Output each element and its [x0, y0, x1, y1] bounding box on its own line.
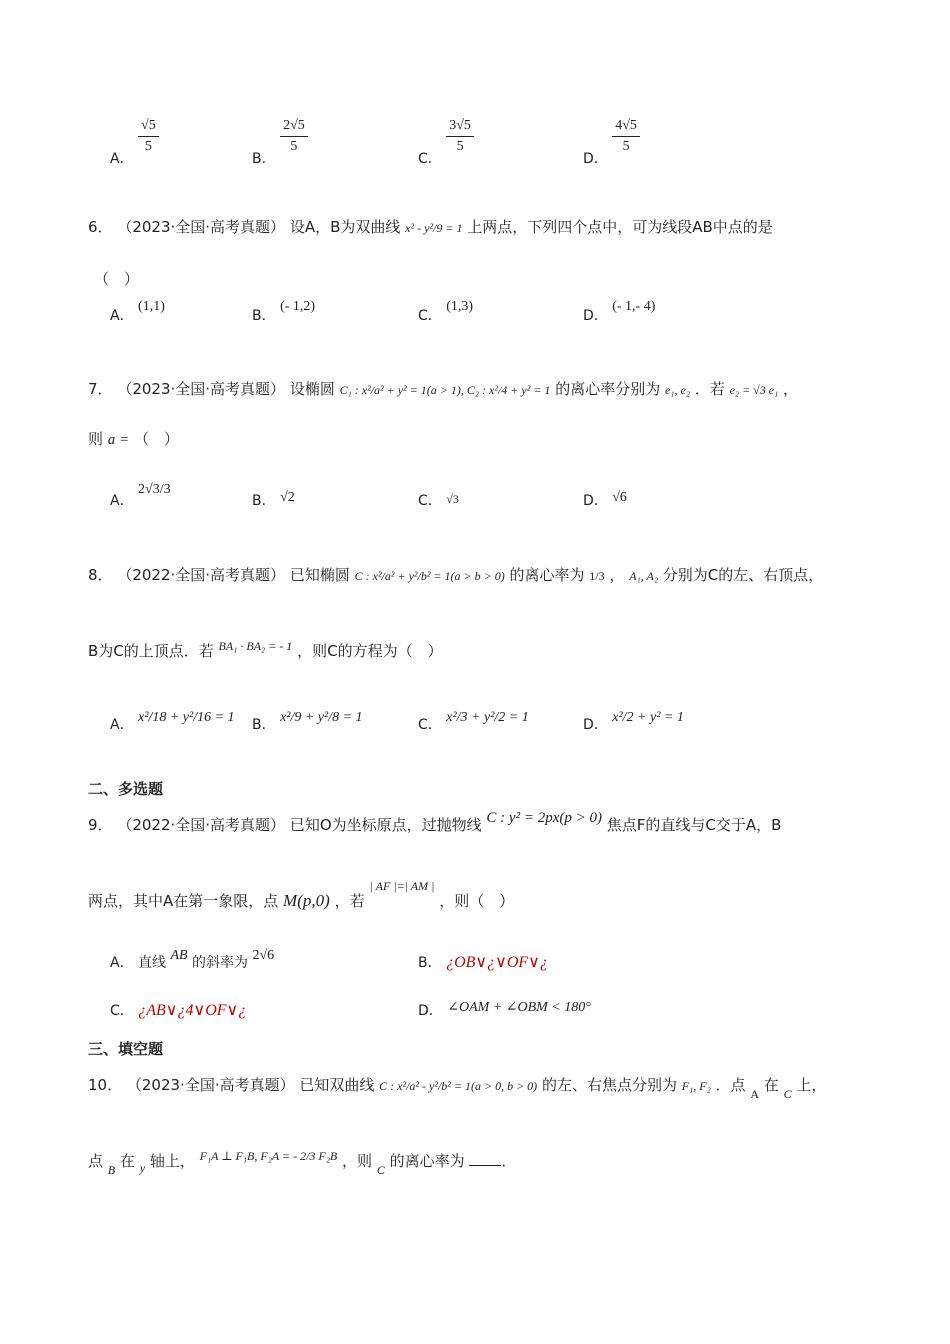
ellipse-formula: C₁ : x²/a² + y² = 1(a > 1), C₂ : x²/4 + y² = 1: [339, 383, 551, 397]
q8-option-d[interactable]: [583, 710, 684, 734]
q9-option-c[interactable]: [110, 1000, 246, 1020]
option-value: x²/3 + y²/2 = 1: [446, 710, 529, 725]
option-label: B．: [252, 150, 276, 167]
option-value: x²/9 + y²/8 = 1: [280, 710, 363, 725]
stem-text: 的离心率为: [509, 566, 585, 584]
option-value: (1,3): [446, 299, 474, 314]
option-value: √2: [280, 490, 295, 505]
curve-c: C: [783, 1087, 792, 1101]
q8-option-a[interactable]: [110, 710, 235, 734]
q8-option-b[interactable]: [252, 710, 363, 734]
stem-text: 上两点，下列四个点中，可为线段AB中点的是: [467, 218, 773, 236]
dot-product-formula: BA₁ · BA₂ = - 1: [218, 639, 293, 653]
parabola-formula: C : y² = 2px(p > 0): [486, 810, 602, 826]
question-number: 8．: [88, 566, 113, 584]
variable-a: a =: [107, 432, 130, 448]
option-label: A．: [110, 955, 134, 971]
stem-text: ，则: [342, 1152, 373, 1170]
eccentricity-symbols: e₁, e₂: [665, 383, 690, 397]
eccentricity-value: 1/3: [589, 569, 605, 583]
stem-text: 在: [763, 1076, 779, 1094]
option-text: 的斜率为: [192, 955, 249, 971]
question-source: （2022·全国·高考真题）: [117, 566, 286, 584]
option-value: (- 1,- 4): [612, 299, 656, 314]
q7-stem-line2: [88, 428, 179, 449]
stem-text: 轴上，: [149, 1152, 195, 1170]
question-number: 6．: [88, 218, 113, 236]
option-value: x²/18 + y²/16 = 1: [138, 710, 235, 725]
point-a: A: [750, 1087, 760, 1101]
stem-text: ，则（ ）: [439, 892, 515, 910]
q6-option-d[interactable]: [583, 299, 656, 325]
stem-text: 设椭圆: [289, 380, 335, 398]
stem-text: ，则C的方程为（ ）: [297, 642, 443, 660]
vector-condition: F₁A ⊥ F₁B, F₂A = - 2/3 F₂B: [199, 1149, 338, 1163]
option-label: C．: [418, 150, 442, 167]
option-label: B．: [252, 308, 276, 324]
stem-text: ．: [501, 1152, 517, 1170]
q9-stem: [88, 810, 782, 835]
question-number: 10．: [88, 1076, 123, 1094]
ellipse-formula: C : x²/a² + y²/b² = 1(a > b > 0): [354, 569, 505, 583]
slope-value: 2√6: [252, 948, 275, 963]
option-label: A．: [110, 308, 134, 324]
q10-stem-line2: [88, 1149, 517, 1177]
stem-text: 上，: [796, 1076, 827, 1094]
q7-option-b[interactable]: [252, 490, 295, 510]
q5-option-c[interactable]: [418, 116, 474, 167]
option-label: D．: [583, 493, 608, 509]
stem-text: （ ）: [133, 430, 179, 448]
stem-text: 的离心率分别为: [555, 380, 661, 398]
point-m-formula: M(p,0): [283, 891, 330, 910]
stem-text: 已知O为坐标原点，过抛物线: [289, 816, 482, 834]
option-label: A．: [110, 717, 134, 733]
option-value: ∠OAM + ∠OBM < 180°: [447, 1000, 591, 1015]
stem-text: ，: [609, 566, 625, 584]
axis-y: y: [139, 1161, 146, 1175]
answer-blank[interactable]: [469, 1165, 501, 1166]
q6-stem: [88, 216, 773, 237]
q8-stem-line2: [88, 640, 443, 661]
stem-text: ，: [783, 380, 799, 398]
q9-option-b[interactable]: [418, 952, 548, 972]
stem-text: 在: [119, 1152, 135, 1170]
q8-stem: [88, 564, 823, 585]
point-b: B: [107, 1163, 116, 1177]
q6-option-a[interactable]: [110, 299, 165, 325]
stem-text: 已知椭圆: [289, 566, 350, 584]
section-heading-multiple-choice: 二、多选题: [88, 780, 164, 798]
option-label: D．: [583, 150, 608, 167]
q8-option-c[interactable]: [418, 710, 529, 734]
stem-text: 的左、右焦点分别为: [541, 1076, 677, 1094]
option-fraction: $\frac{3√5}{5}$: [446, 116, 474, 157]
option-label: D．: [583, 308, 608, 324]
option-label: D．: [418, 1003, 443, 1019]
question-number: 9．: [88, 816, 113, 834]
option-value: √3: [446, 492, 459, 506]
option-label: C．: [418, 308, 442, 324]
question-source: （2023·全国·高考真题）: [117, 218, 286, 236]
stem-text: 设A，B为双曲线: [289, 218, 401, 236]
option-label: C．: [418, 717, 442, 733]
stem-text: 点: [88, 1152, 104, 1170]
option-label: C．: [110, 1003, 134, 1019]
stem-text: ，若: [334, 892, 365, 910]
q5-option-b[interactable]: [252, 116, 308, 167]
stem-text: 分别为C的左、右顶点，: [662, 566, 824, 584]
vertex-symbols: A₁, A₂: [629, 569, 659, 583]
q6-option-c[interactable]: [418, 299, 474, 325]
line-ab: AB: [170, 948, 188, 963]
option-fraction: $\frac{√5}{5}$: [138, 116, 159, 157]
option-value: ¿OB∨¿∨OF∨¿: [446, 954, 548, 971]
curve-c: C: [376, 1163, 385, 1177]
option-value: (1,1): [138, 299, 165, 314]
option-label: B．: [252, 717, 276, 733]
stem-text: 焦点F的直线与C交于A，B: [606, 816, 782, 834]
stem-text: 已知双曲线: [299, 1076, 375, 1094]
option-fraction: $\frac{2√5}{5}$: [280, 116, 308, 157]
option-label: B．: [252, 493, 276, 509]
q7-option-d[interactable]: [583, 490, 627, 510]
option-label: D．: [583, 717, 608, 733]
distance-formula: | AF |=| AM |: [369, 879, 435, 893]
option-label: C．: [418, 493, 442, 509]
q9-option-a[interactable]: [110, 948, 275, 972]
q7-option-a[interactable]: [110, 482, 171, 510]
question-source: （2022·全国·高考真题）: [117, 816, 286, 834]
option-value: √6: [612, 490, 627, 505]
option-value: (- 1,2): [280, 299, 316, 314]
q10-stem: [88, 1074, 827, 1101]
option-value: ¿AB∨¿4∨OF∨¿: [138, 1002, 247, 1019]
q5-option-d[interactable]: [583, 116, 640, 167]
question-source: （2023·全国·高考真题）: [126, 1076, 295, 1094]
option-text: 直线: [138, 955, 167, 971]
question-source: （2023·全国·高考真题）: [117, 380, 286, 398]
option-label: B．: [418, 955, 442, 971]
q6-option-b[interactable]: [252, 299, 316, 325]
stem-text: 则: [88, 430, 104, 448]
stem-text: B为C的上顶点．若: [88, 642, 214, 660]
hyperbola-formula: x² - y²/9 = 1: [405, 221, 463, 235]
q9-stem-line2: [88, 879, 515, 911]
q7-option-c[interactable]: [418, 490, 459, 510]
option-label: A．: [110, 150, 134, 167]
stem-text: 的离心率为: [389, 1152, 465, 1170]
foci-symbols: F₁, F₂: [681, 1079, 711, 1093]
option-value: 2√3/3: [138, 482, 171, 497]
section-heading-fill-in: 三、填空题: [88, 1040, 164, 1058]
question-number: 7．: [88, 380, 113, 398]
option-label: A．: [110, 493, 134, 509]
stem-text: 两点，其中A在第一象限，点: [88, 892, 279, 910]
q9-option-d[interactable]: [418, 1000, 591, 1020]
option-fraction: $\frac{4√5}{5}$: [612, 116, 640, 157]
stem-text: ．若: [694, 380, 725, 398]
hyperbola-formula: C : x²/a² - y²/b² = 1(a > 0, b > 0): [379, 1079, 538, 1093]
q5-option-a[interactable]: [110, 116, 159, 167]
q6-answer-paren: （ ）: [94, 270, 140, 288]
q7-stem: [88, 378, 798, 399]
option-value: x²/2 + y² = 1: [612, 710, 684, 725]
eccentricity-relation: e₂ = √3 e₁: [729, 383, 779, 397]
stem-text: ．点: [715, 1076, 746, 1094]
